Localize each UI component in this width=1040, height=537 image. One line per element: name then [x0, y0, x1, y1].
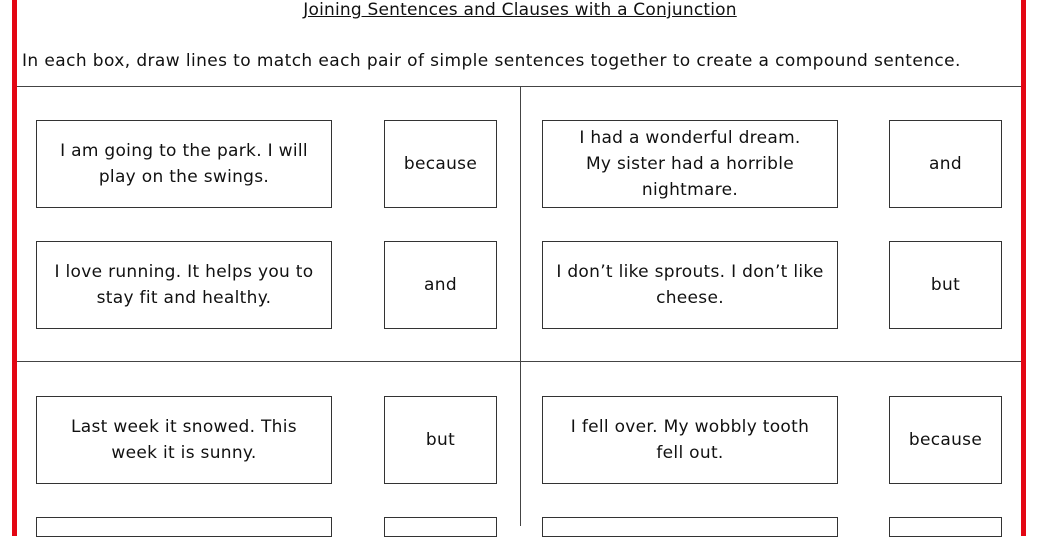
conjunction-box[interactable]: because: [889, 396, 1002, 484]
conjunction-box-partial[interactable]: [889, 517, 1002, 537]
sentence-box[interactable]: I had a wonderful dream. My sister had a horrible nightmare.: [542, 120, 838, 208]
conjunction-box[interactable]: because: [384, 120, 497, 208]
instructions: In each box, draw lines to match each pair of simple sentences together to create a compound sentence.: [22, 51, 961, 71]
sentence-box-partial[interactable]: [542, 517, 838, 537]
conjunction-box[interactable]: and: [384, 241, 497, 329]
sentence-box[interactable]: I fell over. My wobbly tooth fell out.: [542, 396, 838, 484]
conjunction-box[interactable]: but: [889, 241, 1002, 329]
divider-vertical: [520, 86, 521, 526]
worksheet-title: Joining Sentences and Clauses with a Conjunction: [303, 0, 737, 20]
sentence-box[interactable]: I love running. It helps you to stay fit and healthy.: [36, 241, 332, 329]
divider-middle: [17, 361, 1021, 362]
sentence-box-partial[interactable]: [36, 517, 332, 537]
divider-top: [17, 86, 1021, 87]
sentence-box[interactable]: Last week it snowed. This week it is sunny.: [36, 396, 332, 484]
conjunction-box[interactable]: but: [384, 396, 497, 484]
conjunction-box[interactable]: and: [889, 120, 1002, 208]
conjunction-box-partial[interactable]: [384, 517, 497, 537]
sentence-box[interactable]: I am going to the park. I will play on the swings.: [36, 120, 332, 208]
sentence-box[interactable]: I don’t like sprouts. I don’t like cheese.: [542, 241, 838, 329]
